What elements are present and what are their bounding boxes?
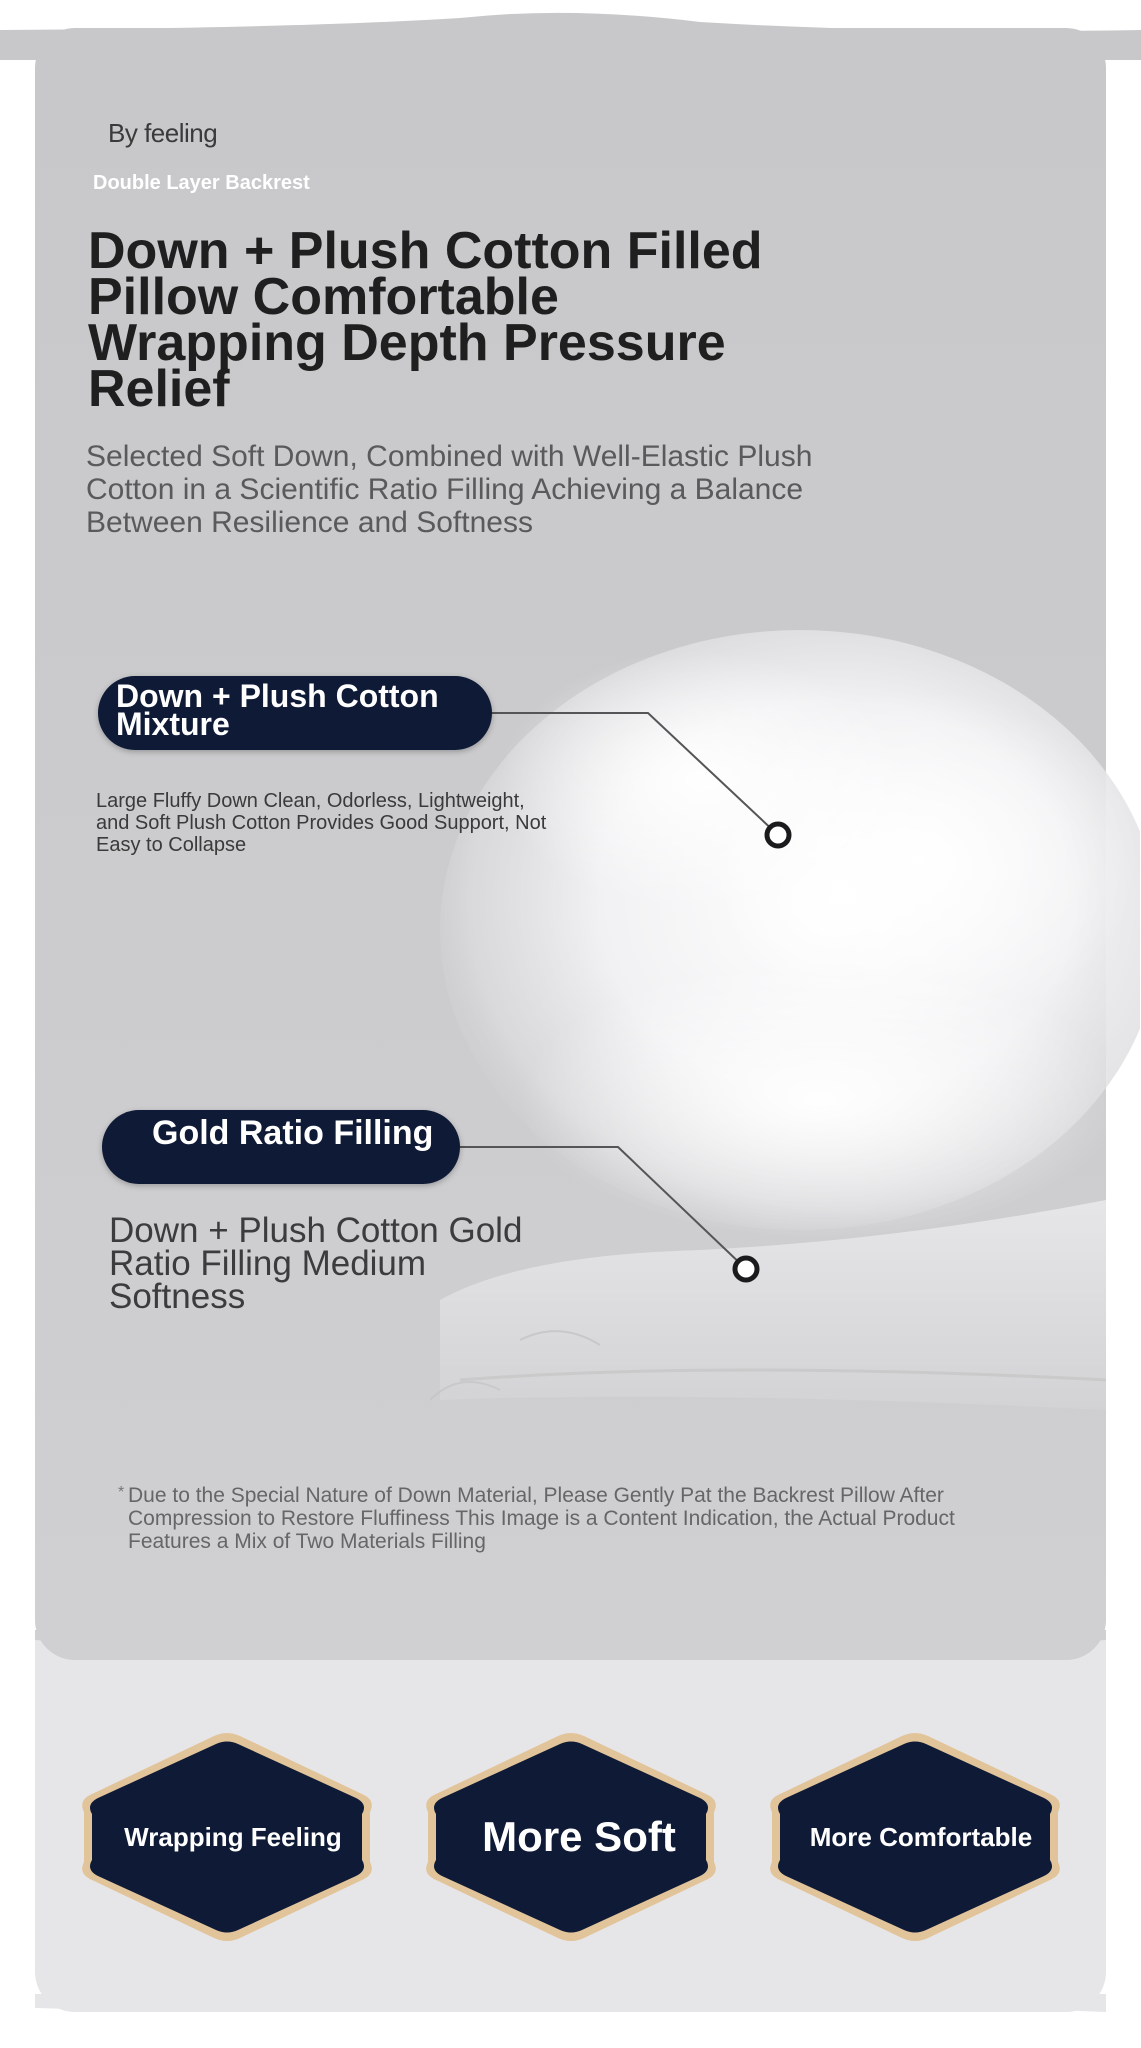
feature-label-wrapping: Wrapping Feeling	[124, 1821, 342, 1852]
callout-label-mixture-text: Down + Plush Cotton Mixture	[116, 678, 439, 742]
callout-description-ratio: Down + Plush Cotton Gold Ratio Filling Medium Softness	[109, 1211, 523, 1316]
product-subtitle: Double Layer Backrest	[93, 172, 310, 194]
feature-badge-soft	[418, 1730, 724, 1944]
bottom-wave-decoration	[0, 1994, 1141, 2048]
intro-text: Selected Soft Down, Combined with Well-Elastic Plush Cotton in a Scientific Ratio Filling Achieving a Balance Between Resilience and Softness	[86, 440, 813, 539]
feature-label-comfortable: More Comfortable	[809, 1821, 1033, 1852]
feature-badge-wrapping	[74, 1730, 380, 1944]
disclaimer-note: Due to the Special Nature of Down Material, Please Gently Pat the Backrest Pillow After Compression to Restore Fluffiness This Image is a Content Indication, the Actual Product Features a Mix of Two Materials Filling	[128, 1484, 955, 1553]
callout-label-ratio-text: Gold Ratio Filling	[152, 1114, 434, 1152]
page-title: Down + Plush Cotton Filled Pillow Comfortable Wrapping Depth Pressure Relief	[88, 222, 763, 418]
brand-logo-text: By feeling	[108, 118, 218, 148]
callout-label-ratio	[102, 1110, 460, 1184]
callout-description-mixture: Large Fluffy Down Clean, Odorless, Lightweight, and Soft Plush Cotton Provides Good Support, Not Easy to Collapse	[96, 790, 547, 856]
middle-wave-decoration	[0, 1630, 1141, 1670]
note-mark-icon: *	[118, 1484, 125, 1501]
feature-badge-comfortable	[762, 1730, 1068, 1944]
feature-label-soft: More Soft	[482, 1813, 676, 1860]
callout-label-mixture	[98, 676, 492, 750]
